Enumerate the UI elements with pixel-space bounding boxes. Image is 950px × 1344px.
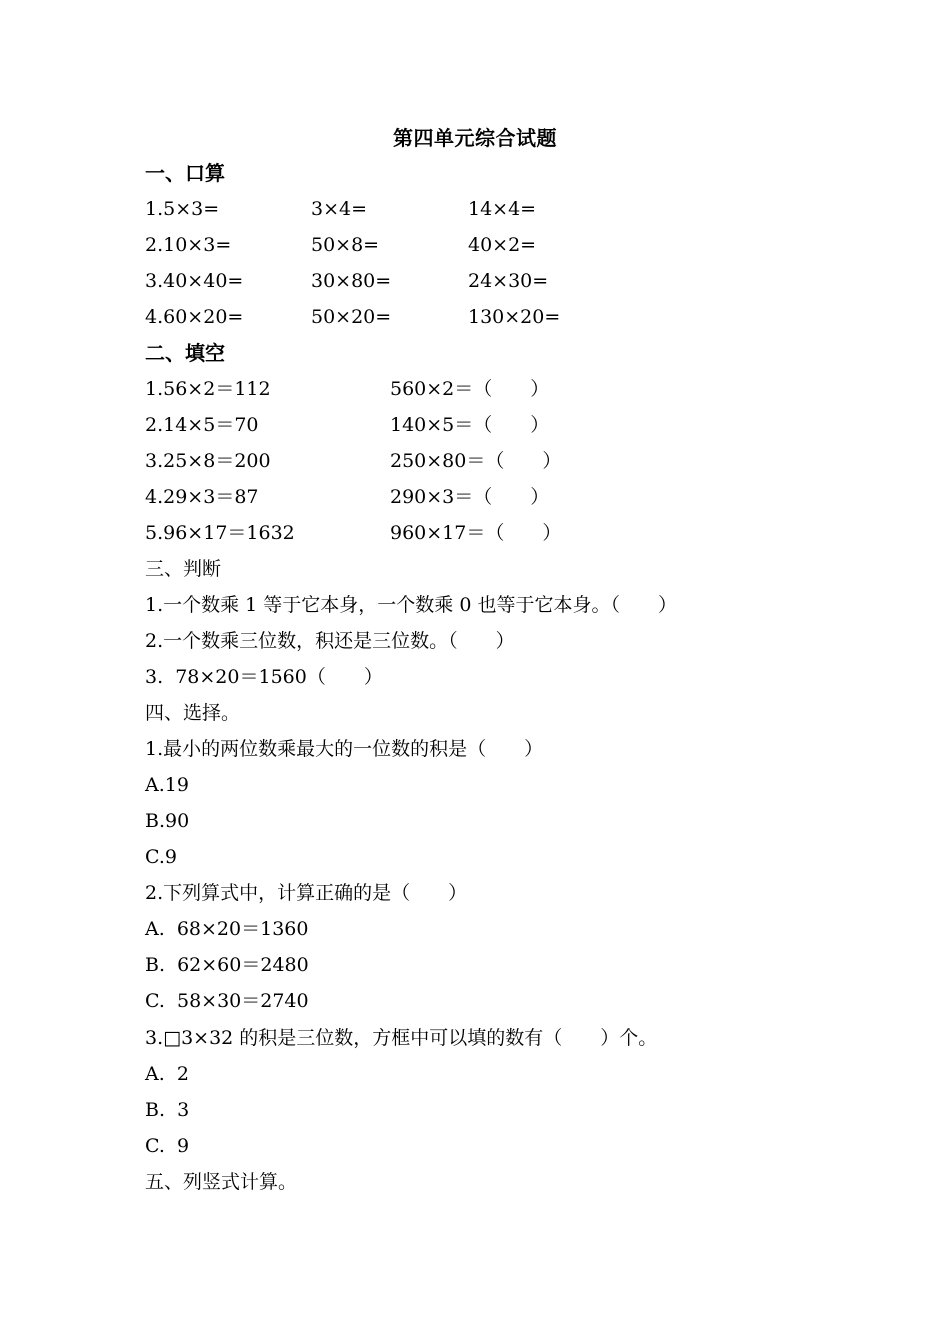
fill-blank-question: 560×2＝（ ） xyxy=(390,378,550,400)
choice-option: B. 62×60＝2480 xyxy=(145,954,309,976)
oral-calc-item: 50×8= xyxy=(311,234,380,256)
choice-option: A. 68×20＝1360 xyxy=(145,918,309,940)
choice-option: C. 58×30＝2740 xyxy=(145,990,309,1012)
fill-blank-question: 250×80＝（ ） xyxy=(390,450,562,472)
choice-option: C. 9 xyxy=(145,1135,190,1157)
choice-option: C.9 xyxy=(145,846,177,868)
section-1-heading: 一、口算 xyxy=(145,161,225,185)
oral-calc-item: 1.5×3= xyxy=(145,198,220,220)
oral-calc-item: 3×4= xyxy=(311,198,368,220)
choice-option: A. 2 xyxy=(145,1063,189,1085)
oral-calc-item: 30×80= xyxy=(311,270,392,292)
choice-question: 2.下列算式中，计算正确的是（ ） xyxy=(145,882,468,904)
judgment-item: 1.一个数乘 1 等于它本身，一个数乘 0 也等于它本身。（ ） xyxy=(145,594,677,616)
choice-option: B. 3 xyxy=(145,1099,190,1121)
oral-calc-item: 40×2= xyxy=(468,234,537,256)
fill-blank-given: 5.96×17＝1632 xyxy=(145,522,295,544)
oral-calc-item: 14×4= xyxy=(468,198,537,220)
oral-calc-item: 2.10×3= xyxy=(145,234,232,256)
oral-calc-item: 3.40×40= xyxy=(145,270,244,292)
fill-blank-question: 140×5＝（ ） xyxy=(390,414,550,436)
oral-calc-item: 4.60×20= xyxy=(145,306,244,328)
judgment-item: 3. 78×20＝1560（ ） xyxy=(145,666,383,688)
choice-option: B.90 xyxy=(145,810,190,832)
section-4-heading: 四、选择。 xyxy=(145,702,241,724)
choice-question: 3.□3×32 的积是三位数，方框中可以填的数有（ ）个。 xyxy=(145,1027,658,1049)
fill-blank-question: 960×17＝（ ） xyxy=(390,522,562,544)
fill-blank-given: 2.14×5＝70 xyxy=(145,414,259,436)
page-title: 第四单元综合试题 xyxy=(393,126,557,150)
oral-calc-item: 130×20= xyxy=(468,306,561,328)
choice-option: A.19 xyxy=(145,774,189,796)
section-5-heading: 五、列竖式计算。 xyxy=(145,1171,298,1193)
fill-blank-given: 1.56×2＝112 xyxy=(145,378,271,400)
section-3-heading: 三、判断 xyxy=(145,558,222,580)
fill-blank-given: 4.29×3＝87 xyxy=(145,486,259,508)
judgment-item: 2.一个数乘三位数，积还是三位数。（ ） xyxy=(145,630,515,652)
fill-blank-given: 3.25×8＝200 xyxy=(145,450,271,472)
choice-question: 1.最小的两位数乘最大的一位数的积是（ ） xyxy=(145,738,544,760)
fill-blank-question: 290×3＝（ ） xyxy=(390,486,550,508)
section-2-heading: 二、填空 xyxy=(145,341,225,365)
oral-calc-item: 24×30= xyxy=(468,270,549,292)
oral-calc-item: 50×20= xyxy=(311,306,392,328)
